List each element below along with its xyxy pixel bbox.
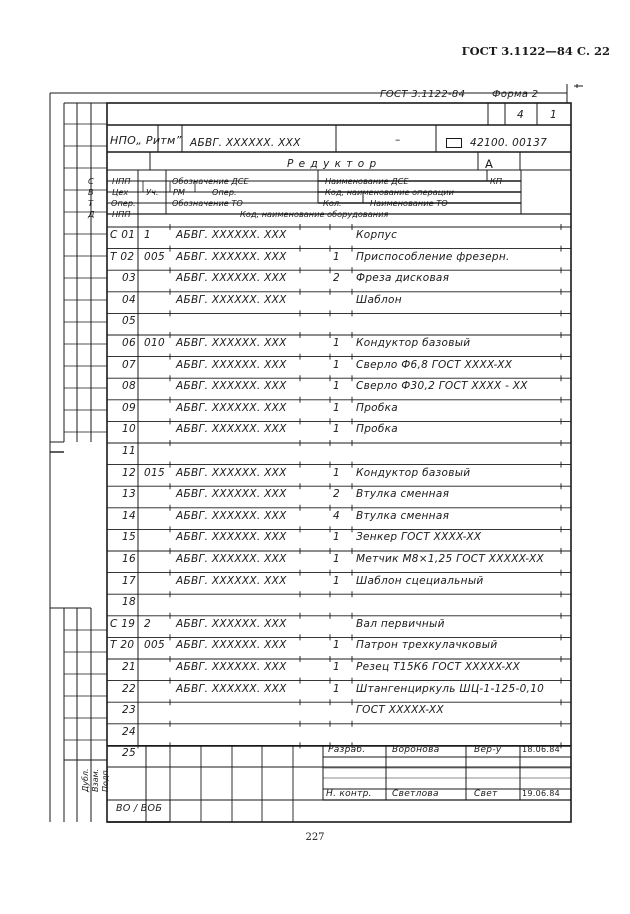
row-quantity: 1: [333, 639, 340, 652]
row-number: С 01: [110, 229, 136, 241]
row-name: Резец Т15К6 ГОСТ XXXXX-XX: [356, 661, 521, 673]
row-name: Втулка сменная: [356, 488, 450, 501]
row-quantity: 2: [333, 488, 340, 501]
row-quantity: 2: [333, 272, 340, 285]
footer-code: ВО / ВОБ: [116, 803, 163, 814]
row-name: Вал первичный: [356, 617, 445, 630]
form-number: Форма 2: [492, 89, 539, 100]
row-quantity: 1: [333, 574, 340, 587]
row-quantity: 1: [333, 337, 340, 349]
row-number: 11: [122, 445, 136, 457]
row-number: 17: [122, 574, 136, 587]
document-code: 42100. 00137: [470, 137, 548, 149]
dash-field: –: [395, 134, 401, 146]
row-number: 18: [122, 596, 136, 609]
side-label-dubl: Дубл.: [81, 768, 90, 792]
row-name: Пробка: [356, 423, 399, 436]
row-number: 13: [122, 488, 136, 501]
document-designation: АБВГ. XXXXXX. XXX: [190, 137, 301, 149]
row-number: 21: [122, 661, 136, 673]
row-quantity: 1: [333, 423, 340, 436]
legend-cell: Код, наименование операции: [325, 187, 454, 197]
row-number: 14: [122, 509, 136, 522]
row-number: 09: [122, 401, 136, 414]
row-quantity: 1: [333, 466, 340, 479]
legend-cell: Опер.: [212, 187, 237, 197]
sheets-count: 1: [550, 109, 557, 121]
developed-signature: Вер-у: [474, 745, 502, 755]
row-number: 04: [122, 293, 136, 306]
control-label: Н. контр.: [326, 789, 372, 799]
row-designation: АБВГ. XXXXXX. XXX: [176, 661, 287, 673]
row-name: Пробка: [356, 401, 399, 414]
legend-cell: НПП: [112, 209, 131, 219]
legend-cell: РМ: [173, 187, 186, 197]
row-npp: 005: [144, 639, 165, 652]
row-number: Т 20: [110, 639, 135, 652]
row-name: Кондуктор базовый: [356, 466, 471, 479]
legend-cell: Код, наименование оборудования: [240, 209, 389, 219]
legend-cell: Обозначение ДСЕ: [172, 176, 249, 186]
row-number: 08: [122, 380, 136, 393]
legend-code: Т: [88, 198, 94, 208]
row-quantity: 1: [333, 531, 340, 544]
row-number: 07: [122, 358, 136, 371]
row-number: С 19: [110, 617, 136, 630]
row-name: Приспособление фрезерн.: [356, 250, 510, 263]
row-designation: АБВГ. XXXXXX. XXX: [176, 617, 287, 630]
row-designation: АБВГ. XXXXXX. XXX: [176, 272, 287, 285]
checkbox-box: [446, 138, 462, 148]
row-name: ГОСТ XXXXX-XX: [356, 704, 444, 717]
side-label-vzam: Взам.: [91, 768, 100, 792]
row-quantity: 1: [333, 661, 340, 673]
side-label-podp: Подп.: [101, 767, 110, 792]
row-number: 16: [122, 553, 136, 565]
row-number: 15: [122, 531, 136, 544]
row-quantity: 1: [333, 380, 340, 393]
legend-code: Д: [88, 209, 95, 219]
row-name: Зенкер ГОСТ XXXX-XX: [356, 531, 482, 544]
row-npp: 005: [144, 250, 165, 263]
row-designation: АБВГ. XXXXXX. XXX: [176, 337, 287, 349]
row-name: Втулка сменная: [356, 509, 450, 522]
row-designation: АБВГ. XXXXXX. XXX: [176, 466, 287, 479]
row-quantity: 1: [333, 553, 340, 565]
row-designation: АБВГ. XXXXXX. XXX: [176, 488, 287, 501]
row-name: Шаблон сцециальный: [356, 574, 484, 587]
row-name: Штангенциркуль ШЦ-1-125-0,10: [356, 682, 545, 695]
letter-field: А: [485, 157, 494, 171]
developed-name: Воронова: [392, 745, 440, 755]
legend-cell: КП: [490, 176, 502, 186]
row-quantity: 4: [333, 509, 340, 522]
row-name: Шаблон: [356, 293, 402, 306]
row-number: 24: [122, 725, 136, 738]
row-quantity: 1: [333, 358, 340, 371]
legend-code: С: [88, 176, 94, 186]
row-number: 12: [122, 466, 136, 479]
row-npp: 015: [144, 466, 165, 479]
legend-cell: НПП: [112, 176, 131, 186]
row-quantity: 1: [333, 682, 340, 695]
row-name: Фреза дисковая: [356, 272, 450, 285]
row-name: Сверло Ф30,2 ГОСТ XXXX - XX: [356, 380, 528, 393]
row-designation: АБВГ. XXXXXX. XXX: [176, 229, 287, 241]
developed-label: Разраб.: [328, 745, 366, 755]
control-name: Светлова: [392, 789, 439, 799]
row-number: Т 02: [110, 250, 135, 263]
row-designation: АБВГ. XXXXXX. XXX: [176, 380, 287, 393]
row-npp: 2: [144, 617, 151, 630]
row-number: 23: [122, 704, 136, 717]
legend-cell: Кол.: [323, 198, 342, 208]
control-date: 19.06.84: [522, 789, 561, 798]
legend-cell: Обозначение ТО: [172, 198, 243, 208]
row-number: 10: [122, 423, 136, 436]
row-designation: АБВГ. XXXXXX. XXX: [176, 639, 287, 652]
row-designation: АБВГ. XXXXXX. XXX: [176, 509, 287, 522]
row-designation: АБВГ. XXXXXX. XXX: [176, 531, 287, 544]
developed-date: 18.06.84: [522, 745, 561, 754]
row-designation: АБВГ. XXXXXX. XXX: [176, 358, 287, 371]
row-designation: АБВГ. XXXXXX. XXX: [176, 401, 287, 414]
row-number: 06: [122, 337, 136, 349]
row-name: Кондуктор базовый: [356, 337, 471, 349]
row-name: Корпус: [356, 229, 398, 241]
legend-code: В: [88, 187, 94, 197]
row-number: 03: [122, 272, 136, 285]
row-designation: АБВГ. XXXXXX. XXX: [176, 574, 287, 587]
row-number: 25: [122, 747, 136, 760]
row-quantity: 1: [333, 401, 340, 414]
row-designation: АБВГ. XXXXXX. XXX: [176, 293, 287, 306]
row-designation: АБВГ. XXXXXX. XXX: [176, 553, 287, 565]
page-header: ГОСТ 3.1122—84 С. 22: [461, 44, 610, 58]
row-npp: 1: [144, 229, 151, 241]
row-name: Патрон трехкулачковый: [356, 639, 498, 652]
organization: НПО„ Ритм”: [110, 134, 182, 147]
row-name: Сверло Ф6,8 ГОСТ XXXX-XX: [356, 358, 513, 371]
row-npp: 010: [144, 337, 165, 349]
row-quantity: 1: [333, 250, 340, 263]
gost-reference: ГОСТ 3.1122-84: [380, 89, 466, 100]
legend-cell: Наименование ТО: [370, 198, 448, 208]
row-name: Метчик М8×1,25 ГОСТ XXXXX-XX: [356, 553, 544, 565]
page-number: 227: [305, 832, 325, 843]
legend-cell: Наименование ДСЕ: [325, 176, 409, 186]
legend-cell: Опер.: [111, 198, 136, 208]
legend-cell: Уч.: [146, 187, 159, 197]
row-number: 05: [122, 315, 136, 328]
row-number: 22: [122, 682, 136, 695]
control-signature: Свет: [474, 789, 498, 799]
row-designation: АБВГ. XXXXXX. XXX: [176, 682, 287, 695]
row-designation: АБВГ. XXXXXX. XXX: [176, 423, 287, 436]
row-designation: АБВГ. XXXXXX. XXX: [176, 250, 287, 263]
document-title: Р е д у к т о р: [287, 158, 378, 170]
legend-cell: Цех: [112, 187, 129, 197]
sheet-number: 4: [517, 109, 524, 121]
